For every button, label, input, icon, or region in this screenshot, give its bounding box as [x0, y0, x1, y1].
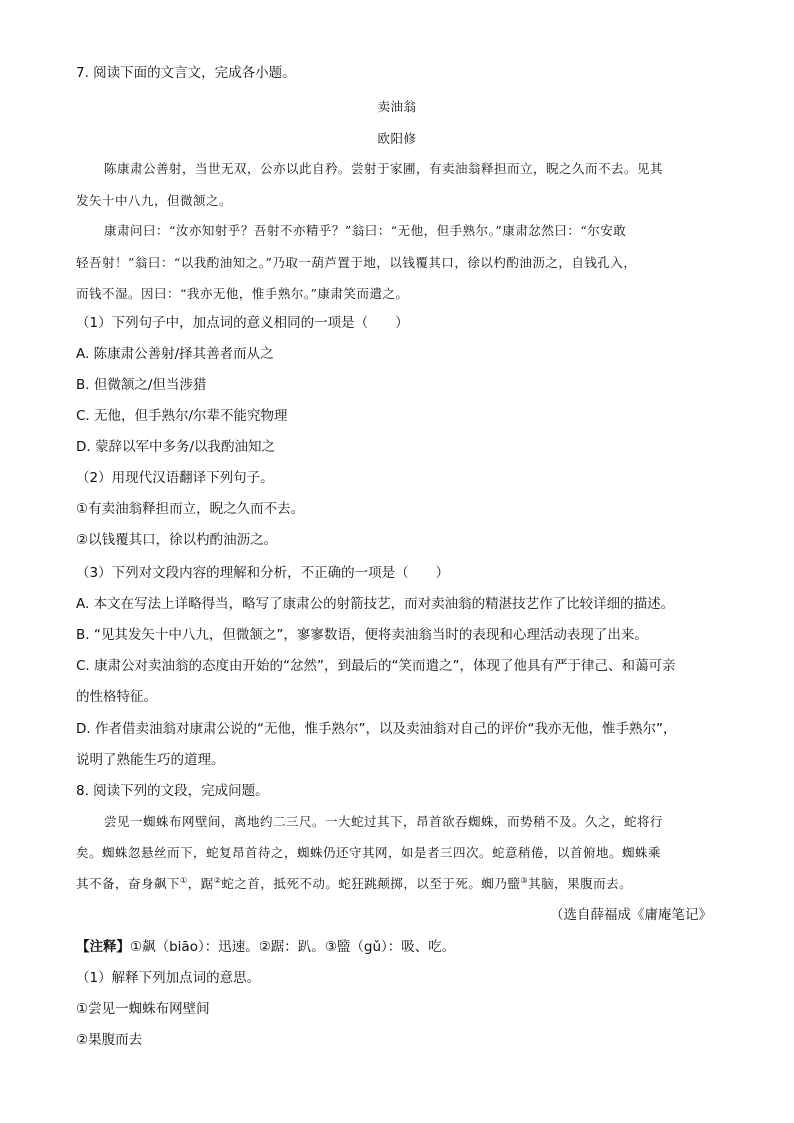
sub-question-stem: （2）用现代汉语翻译下列句子。 — [76, 470, 274, 486]
explain-item: ②果腹而去 — [76, 1032, 143, 1048]
passage-line: 其不备，奋身飙下①，踞②蛇之首，抵死不动。蛇狂跳颠掷，以至于死。蜘乃盬③其脑，果腹而去。 — [76, 875, 633, 891]
passage-author: 欧阳修 — [377, 131, 417, 146]
passage-line: 康肃问曰：“汝亦知射乎？吾射不亦精乎？”翁曰：“无他，但手熟尔。”康肃忿然曰：“尔安敢 — [104, 223, 627, 238]
option-c-continued: 的性格特征。 — [76, 689, 157, 705]
sub-question-stem: （1）解释下列加点词的意思。 — [76, 970, 261, 986]
option-b: B. 但微颔之/但当涉猎 — [76, 377, 207, 393]
footnote-marker: ① — [180, 875, 188, 885]
sub-question-stem: （1）下列句子中，加点词的意义相同的一项是（ ） — [76, 315, 409, 331]
option-a: A. 本文在写法上详略得当，略写了康肃公的射箭技艺，而对卖油翁的精湛技艺作了比较详细的描述。 — [76, 596, 675, 612]
footnote-marker: ③ — [520, 875, 529, 885]
passage-line: 陈康肃公善射，当世无双，公亦以此自矜。尝射于家圃，有卖油翁释担而立，睨之久而不去。见其 — [104, 161, 664, 176]
annotation-text: ①飙（biāo）：迅速。②踞：趴。③盬（gǔ）：吸、吃。 — [130, 939, 456, 955]
passage-line: 矣。蜘蛛忽悬丝而下，蛇复昂首待之，蜘蛛仍还守其网，如是者三四次。蛇意稍倦，以首俯地。蜘蛛乘 — [76, 845, 662, 860]
translate-item: ②以钱覆其口，徐以杓酌油沥之。 — [76, 532, 278, 548]
translate-item: ①有卖油翁释担而立，睨之久而不去。 — [76, 501, 305, 517]
option-c: C. 无他，但手熟尔/尔辈不能究物理 — [76, 408, 288, 424]
explain-item: ①尝见一蜘蛛布网壁间 — [76, 1001, 210, 1017]
passage-title: 卖油翁 — [377, 99, 417, 114]
footnote-marker: ② — [213, 875, 222, 885]
option-d-continued: 说明了熟能生巧的道理。 — [76, 752, 225, 768]
passage-line: 轻吾射！”翁曰：“以我酌油知之。”乃取一葫芦置于地，以钱覆其口，徐以杓酌油沥之，自钱孔入， — [76, 255, 637, 270]
passage-line: 尝见一蜘蛛布网壁间，离地约二三尺。一大蛇过其下，昂首欲吞蜘蛛，而势稍不及。久之，蛇将行 — [104, 814, 664, 829]
option-c: C. 康肃公对卖油翁的态度由开始的“忿然”，到最后的“笑而遣之”，体现了他具有严于律己、和蔼可亲 — [76, 658, 676, 674]
option-a: A. 陈康肃公善射/择其善者而从之 — [76, 346, 274, 362]
option-d: D. 蒙辞以军中多务/以我酌油知之 — [76, 439, 276, 455]
option-d: D. 作者借卖油翁对康肃公说的“无他，惟手熟尔”，以及卖油翁对自己的评价“我亦无他，惟手熟尔”， — [76, 721, 677, 737]
annotation — [76, 938, 455, 956]
sub-question-stem: （3）下列对文段内容的理解和分析，不正确的一项是（ ） — [76, 565, 450, 581]
q8-prompt: 8. 阅读下列的文段，完成问题。 — [76, 783, 269, 799]
passage-source: （选自薛福成《庸庵笔记》 — [550, 907, 712, 923]
annotation-label: 【注释】 — [76, 939, 130, 955]
q7-prompt: 7. 阅读下面的文言文，完成各小题。 — [76, 65, 296, 81]
passage-line: 发矢十中八九，但微颔之。 — [76, 193, 233, 208]
option-b: B. “见其发矢十中八九，但微颔之”，寥寥数语，便将卖油翁当时的表现和心理活动表现了出来。 — [76, 627, 648, 643]
passage-line: 而钱不湿。因曰：“我亦无他，惟手熟尔。”康肃笑而遣之。 — [76, 286, 409, 301]
